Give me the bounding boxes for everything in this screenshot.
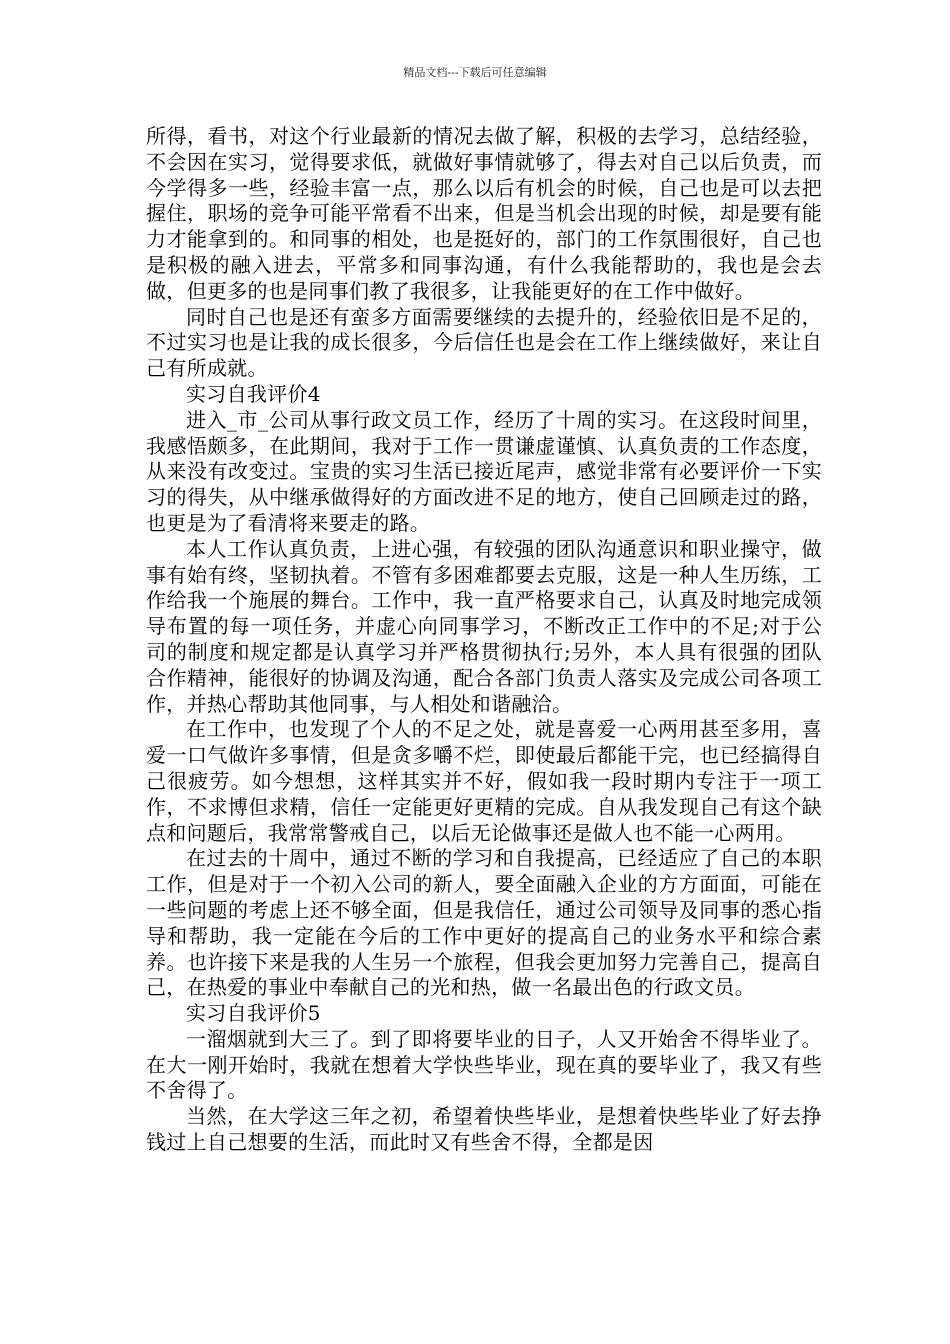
paragraph: 一溜烟就到大三了。到了即将要毕业的日子，人又开始舍不得毕业了。在大一刚开始时，我就在想着大学快些毕业，现在真的要毕业了，我又有些不舍得了。: [146, 1026, 822, 1103]
document-body: [146, 124, 822, 1156]
paragraph: 所得，看书，对这个行业最新的情况去做了解，积极的去学习，总结经验，不会因在实习，觉得要求低，就做好事情就够了，得去对自己以后负责，而今学得多一些，经验丰富一点，那么以后有机会的时候，自己也是可以去把握住，职场的竞争可能平常看不出来，但是当机会出现的时候，却是要有能力才能拿到的。和同事的相处，也是挺好的，部门的工作氛围很好，自己也是积极的融入进去，平常多和同事沟通，有什么我能帮助的，我也是会去做，但更多的也是同事们教了我很多，让我能更好的在工作中做好。: [146, 124, 822, 303]
page-header: 精品文档---下载后可任意编辑: [403, 66, 547, 79]
paragraph: 当然，在大学这三年之初，希望着快些毕业，是想着快些毕业了好去挣钱过上自己想要的生活，而此时又有些舍不得，全都是因: [146, 1104, 822, 1155]
paragraph: 本人工作认真负责，上进心强，有较强的团队沟通意识和职业操守，做事有始有终，坚韧执着。不管有多困难都要去克服，这是一种人生历练，工作给我一个施展的舞台。工作中，我一直严格要求自己，认真及时地完成领导布置的每一项任务，并虚心向同事学习，不断改正工作中的不足;对于公司的制度和规定都是认真学习并严格贯彻执行;另外，本人具有很强的团队合作精神，能很好的协调及沟通，配合各部门负责人落实及完成公司各项工作，并热心帮助其他同事，与人相处和谐融洽。: [146, 536, 822, 716]
paragraph: 进入_市_公司从事行政文员工作，经历了十周的实习。在这段时间里，我感悟颇多，在此期间，我对于工作一贯谦虚谨慎、认真负责的工作态度，从来没有改变过。宝贵的实习生活已接近尾声，感觉非常有必要评价一下实习的得失，从中继承做得好的方面改进不足的地方，使自己回顾走过的路，也更是为了看清将来要走的路。: [146, 407, 822, 535]
section-heading: 实习自我评价5: [186, 1001, 321, 1026]
section-heading: 实习自我评价4: [186, 381, 321, 406]
paragraph: 在过去的十周中，通过不断的学习和自我提高，已经适应了自己的本职工作，但是对于一个初入公司的新人，要全面融入企业的方方面面，可能在一些问题的考虑上还不够全面，但是我信任，通过公司领导及同事的悉心指导和帮助，我一定能在今后的工作中更好的提高自己的业务水平和综合素养。也许接下来是我的人生另一个旅程，但我会更加努力完善自己，提高自己，在热爱的事业中奉献自己的光和热，做一名最出色的行政文员。: [146, 846, 822, 1000]
paragraph: 同时自己也是还有蛮多方面需要继续的去提升的，经验依旧是不足的，不过实习也是让我的成长很多，今后信任也是会在工作上继续做好，来让自己有所成就。: [146, 304, 822, 381]
paragraph: 在工作中，也发现了个人的不足之处，就是喜爱一心两用甚至多用，喜爱一口气做许多事情，但是贪多嚼不烂，即使最后都能干完，也已经搞得自己很疲劳。如今想想，这样其实并不好，假如我一段时期内专注于一项工作，不求博但求精，信任一定能更好更精的完成。自从我发现自己有这个缺点和问题后，我常常警戒自己，以后无论做事还是做人也不能一心两用。: [146, 717, 822, 845]
